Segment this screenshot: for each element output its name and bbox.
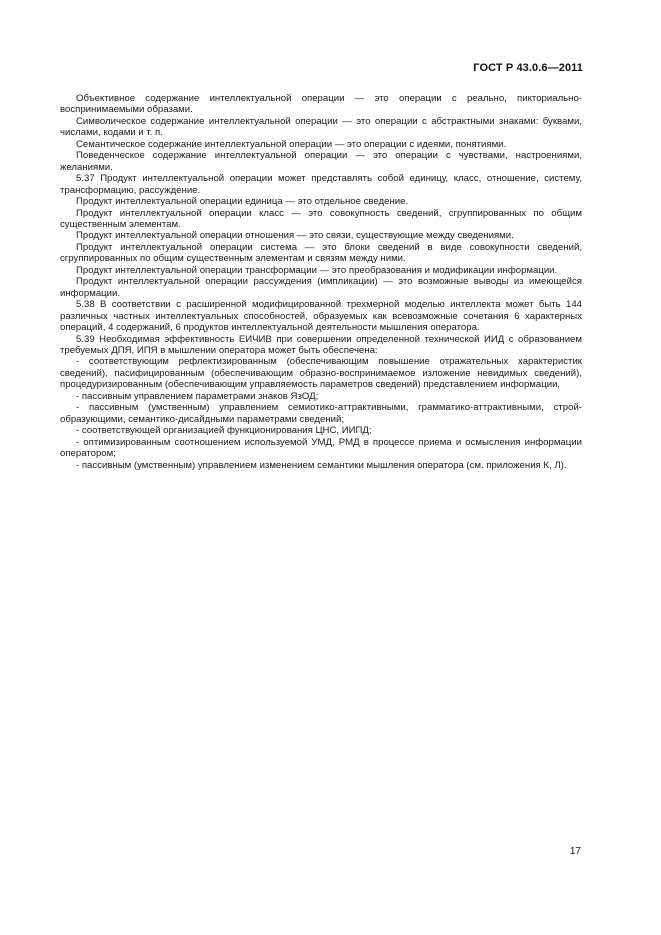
paragraph: Символическое содержание интеллектуальной операции — это операции с абстрактными знаками: буквами, числами, кодами и т. п.	[60, 115, 582, 139]
body-text	[60, 93, 582, 471]
page-number: 17	[569, 846, 581, 857]
paragraph: Продукт интеллектуальной операции рассуждения (импликации) — это возможные выводы из имеющейся информации.	[60, 276, 582, 299]
paragraph: Продукт интеллектуальной операции система — это блоки сведений в виде совокупности сведений, сгруппированных по общим существенным элементам и связям между ними.	[60, 241, 582, 265]
list-item: - пассивным управлением параметрами знаков ЯзОД;	[76, 390, 319, 402]
paragraph: Объективное содержание интеллектуальной операции — это операции с реально, пикториально-воспринимаемыми образами.	[60, 93, 582, 116]
paragraph: Продукт интеллектуальной операции отношения — это связи, существующие между сведениями.	[76, 230, 514, 242]
paragraph: Продукт интеллектуальной операции класс — это совокупность сведений, сгруппированных по общим существенным элементам.	[60, 207, 582, 230]
standard-header: ГОСТ Р 43.0.6—2011	[473, 62, 583, 74]
list-item: - оптимизированным соотношением используемой УМД, РМД в процессе приема и осмысления информации оператором;	[60, 436, 582, 460]
paragraph: Продукт интеллектуальной операции трансформации — это преобразования и модификации информации.	[76, 264, 558, 276]
paragraph: Семантическое содержание интеллектуальной операции — это операции с идеями, понятиями.	[76, 138, 507, 150]
list-item: - пассивным (умственным) управлением семиотико-аттрактивными, грамматико-аттрактивными, строй-образующими, семантико-дисайдными параметрами сведений;	[60, 402, 582, 425]
paragraph: 5.39 Необходимая эффективность ЕИЧИВ при совершении определенной технической ИИД с образованием требуемых ДПЯ, ИПЯ в мышлении оператора может быть обеспечена:	[60, 333, 582, 356]
paragraph: Поведенческое содержание интеллектуальной операции — это операции с чувствами, настроениями, желаниями.	[60, 150, 582, 173]
list-item: - соответствующей организацией функционирования ЦНС, ИИПД;	[76, 425, 372, 437]
paragraph: 5.38 В соответствии с расширенной модифицированной трехмерной моделью интеллекта может быть 144 различных частных интеллектуальных способностей, образуемых как всевозможные сочетания 6 характерных операций, 4 содержаний, 6 продуктов интеллектуальной деятельности мышления оператора.	[60, 299, 582, 334]
paragraph: Продукт интеллектуальной операции единица — это отдельное сведение.	[76, 196, 409, 208]
paragraph: 5.37 Продукт интеллектуальной операции может представлять собой единицу, класс, отношение, систему, трансформацию, рассуждение.	[60, 173, 582, 196]
list-item: - пассивным (умственным) управлением изменением семантики мышления оператора (см. приложения К, Л).	[76, 459, 567, 471]
list-item: - соответствующим рефлектизированным (обеспечивающим повышение отражательных характеристик сведений), пасифицированным (обеспечивающим образно-воспринимаемое изложение невидимых сведений), процедуризированным (обеспечивающим управляемость параметров сведений) представлением информации,	[60, 356, 582, 391]
